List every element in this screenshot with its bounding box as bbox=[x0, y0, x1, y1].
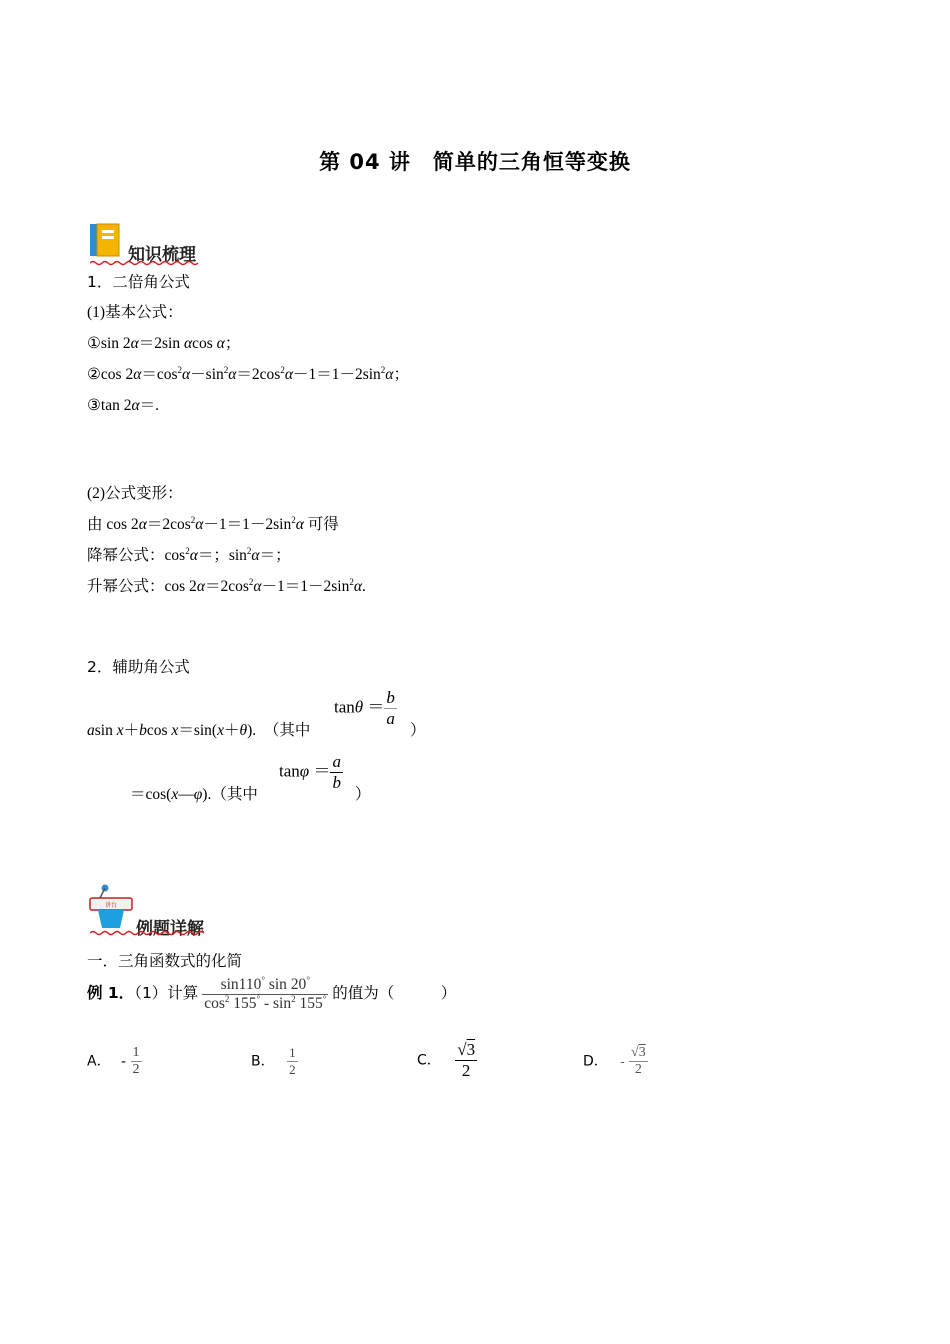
choice-c[interactable]: C． $\frac{√3}{2}$ bbox=[417, 1040, 476, 1080]
formula-tan2a: ③tan 2α＝. bbox=[87, 397, 159, 414]
page-title: 第 04 讲 简单的三角恒等变换 bbox=[319, 150, 631, 174]
heading-aux-angle: 2．辅助角公式 bbox=[87, 658, 190, 676]
wavy-underline bbox=[90, 260, 202, 266]
aux-formula-2: ＝cos(x—φ).（其中 bbox=[130, 786, 258, 803]
choice-b[interactable]: B． $\frac{1}{2}$ bbox=[251, 1045, 296, 1077]
podium-icon bbox=[88, 884, 136, 930]
heading-simplify: 一．三角函数式的化简 bbox=[87, 952, 243, 970]
heading-double-angle: 1．二倍角公式 bbox=[87, 273, 190, 291]
aux-note-close-2: ） bbox=[355, 786, 371, 803]
power-down-formula: 降幂公式：$\cos^2\alpha=$；$\sin^2\alpha=$； bbox=[87, 545, 291, 564]
svg-text:讲台: 讲台 bbox=[104, 902, 118, 909]
basic-formula-label: (1)基本公式： bbox=[87, 304, 183, 321]
example-1: 例 1．（1）计算 $\frac{\sin 110^\circ \sin 20^\circ}{\cos^2 155^\circ - \sin^2 155^\circ}$ 的值为（ ） bbox=[87, 974, 457, 1012]
example-fraction: $\frac{\sin 110^\circ \sin 20^\circ}{\cos^2 155^\circ - \sin^2 155^\circ}$ bbox=[204, 974, 327, 1012]
wavy-underline bbox=[90, 930, 206, 936]
formula-sin2a: ①sin 2α＝2sin αcos α； bbox=[87, 335, 241, 352]
choice-d[interactable]: D． - $\frac{√3}{2}$ bbox=[583, 1045, 646, 1077]
aux-formula-1: asin x＋bcos x＝sin(x＋θ). （其中 bbox=[87, 722, 311, 739]
tan-phi-expr: tanφ ＝ $\frac{a}{b}$ bbox=[279, 752, 341, 792]
formula-cos2a: ②cos $2\alpha=\cos^2\alpha-\sin^2\alpha=2\cos^2\alpha-1=1-2\sin^2\alpha$； bbox=[87, 364, 409, 383]
examples-badge-label: 例题详解 bbox=[136, 919, 204, 939]
knowledge-badge bbox=[88, 222, 208, 264]
choice-a[interactable]: A． - $\frac{1}{2}$ bbox=[87, 1045, 140, 1077]
tan-theta-expr: tanθ ＝ $\frac{b}{a}$ bbox=[334, 688, 395, 728]
aux-note-close-1: ） bbox=[410, 722, 426, 739]
examples-badge bbox=[88, 884, 208, 939]
transform-from: 由 $\cos 2\alpha=2\cos^2\alpha-1=1-2\sin^2\alpha$ 可得 bbox=[87, 514, 339, 533]
knowledge-badge-label: 知识梳理 bbox=[128, 245, 196, 265]
book-icon bbox=[88, 222, 122, 260]
power-up-formula: 升幂公式：$\cos 2\alpha=2\cos^2\alpha-1=1-2\sin^2\alpha$. bbox=[87, 576, 366, 595]
transform-label: (2)公式变形： bbox=[87, 485, 183, 502]
